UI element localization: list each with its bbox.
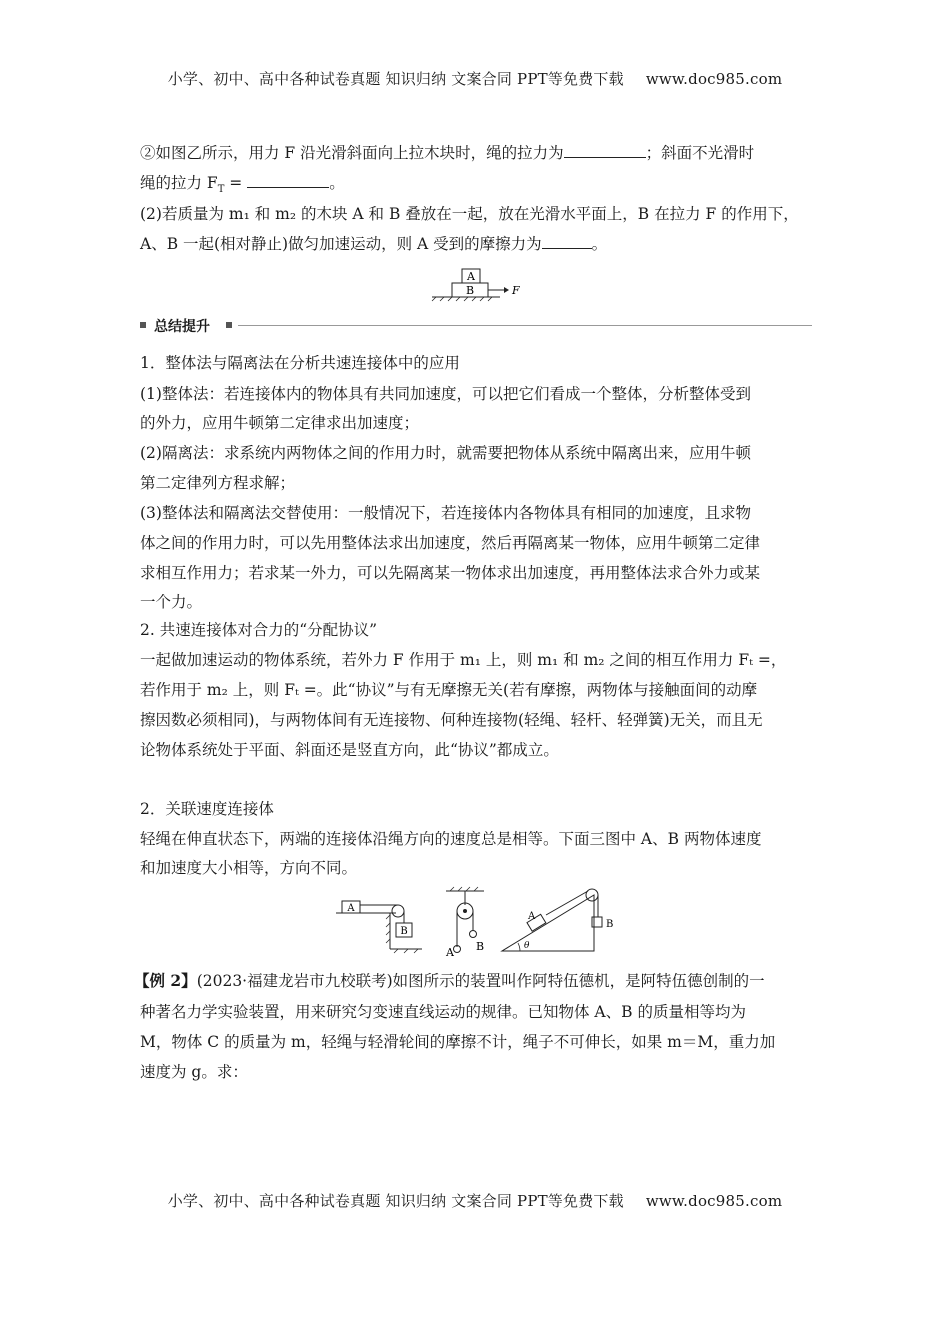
example-tag: 【例 2】: [134, 971, 197, 990]
label-a-2: A: [446, 946, 454, 957]
answer-blank-1: [564, 143, 646, 158]
s1-p2b: 第二定律列方程求解；: [140, 474, 296, 492]
s2-p4: 论物体系统处于平面、斜面还是竖直方向，此“协议”都成立。: [140, 741, 559, 759]
q3-line2: [140, 233, 607, 255]
label-a-1: A: [347, 903, 355, 914]
s1-p1b: 的外力，应用牛顿第二定律求出加速度；: [140, 414, 420, 432]
label-b-2: B: [475, 940, 485, 953]
force-label: F: [512, 284, 520, 297]
s2-heading: 2. 共速连接体对合力的“分配协议”: [140, 621, 378, 639]
s1-p3d: 一个力。: [140, 593, 203, 611]
example-line4: 速度为 g。求：: [140, 1063, 248, 1081]
example-text-1: (2023·福建龙岩市九校联考)如图所示的装置叫作阿特伍德机，是阿特伍德创制的一: [196, 972, 765, 990]
s2-p3: 擦因数必须相同)，与两物体间有无连接物、何种连接物(轻绳、轻杆、轻弹簧)无关，而且无: [140, 711, 763, 729]
block-b-label: B: [465, 284, 475, 297]
mass-b: [470, 931, 477, 938]
hanging-pulley-system: [445, 887, 484, 957]
pulley-3: [586, 889, 598, 901]
incline-pulley-system: [502, 889, 613, 951]
page-header: [0, 68, 950, 89]
block-a-label: A: [467, 270, 475, 283]
q2-text-4: =: [224, 174, 248, 192]
summary-rule: [238, 325, 812, 326]
table-pulley-system: [336, 901, 422, 953]
example-line1: [134, 970, 765, 992]
q2-text-3: 绳的拉力 F: [140, 174, 218, 192]
s1-p3c: 求相互作用力；若求某一外力，可以先隔离某一物体求出加速度，再用整体法求合外力或某: [140, 564, 761, 582]
incline: [502, 895, 594, 951]
s1-p3a: (3)整体法和隔离法交替使用：一般情况下，若连接体内各物体具有相同的加速度，且求物: [140, 504, 751, 522]
footer-site: www.doc985.com: [645, 1192, 783, 1210]
example-line3: M，物体 C 的质量为 m，轻绳与轻滑轮间的摩擦不计，绳子不可伸长，如果 m＝M，重力加: [140, 1033, 776, 1051]
s1-p2a: (2)隔离法：求系统内两物体之间的作用力时，就需要把物体从系统中隔离出来，应用牛顿: [140, 444, 751, 462]
answer-blank-2: [247, 173, 329, 188]
q2-text-2: ；斜面不光滑时: [645, 144, 755, 162]
s1-p1a: (1)整体法：若连接体内的物体具有共同加速度，可以把它们看成一个整体，分析整体受到: [140, 385, 751, 403]
label-b-3: B: [606, 919, 614, 930]
s3-heading: 2．关联速度连接体: [140, 800, 274, 818]
s3-p2: 和加速度大小相等，方向不同。: [140, 859, 358, 877]
s3-p1: 轻绳在伸直状态下，两端的连接体沿绳方向的速度总是相等。下面三图中 A、B 两物体速度: [140, 830, 762, 848]
angle-arc: [518, 943, 520, 951]
stacked-blocks-figure: [430, 267, 520, 303]
pulley-axle: [463, 909, 467, 913]
footer-text: 小学、初中、高中各种试卷真题 知识归纳 文案合同 PPT等免费下载: [167, 1192, 624, 1210]
q2-subscript: T: [217, 184, 225, 196]
theta-label: θ: [524, 941, 530, 951]
label-a-3: A: [528, 911, 536, 922]
summary-marker-left: [140, 322, 146, 328]
header-text: 小学、初中、高中各种试卷真题 知识归纳 文案合同 PPT等免费下载: [167, 70, 624, 88]
summary-marker-right: [226, 322, 232, 328]
ground-hatch: [432, 297, 492, 301]
header-site: www.doc985.com: [645, 70, 783, 88]
label-b-1: B: [400, 926, 408, 937]
summary-heading-bar: [140, 316, 812, 336]
page-footer: [0, 1190, 950, 1211]
s2-p1: 一起做加速运动的物体系统，若外力 F 作用于 m₁ 上，则 m₁ 和 m₂ 之间的相互作用力 Fₜ =，: [140, 651, 787, 669]
summary-title: 总结提升: [154, 319, 210, 335]
q2-line2: [140, 172, 345, 201]
answer-blank-3: [542, 234, 592, 249]
s1-heading: 1．整体法与隔离法在分析共速连接体中的应用: [140, 354, 460, 372]
s1-p3b: 体之间的作用力时，可以先用整体法求出加速度，然后再隔离某一物体，应用牛顿第二定律: [140, 534, 761, 552]
pulley-1: [392, 905, 404, 917]
q3-line1: (2)若质量为 m₁ 和 m₂ 的木块 A 和 B 叠放在一起，放在光滑水平面上，B 在拉力 F 的作用下，: [140, 205, 799, 223]
q2-line1: [140, 142, 754, 164]
pulley-figures: [334, 885, 624, 957]
example-line2: 种著名力学实验装置，用来研究匀变速直线运动的规律。已知物体 A、B 的质量相等均为: [140, 1003, 746, 1021]
force-arrowhead: [504, 287, 509, 293]
q3-text-2: 。: [591, 235, 608, 253]
q3-text-1: A、B 一起(相对静止)做匀加速运动，则 A 受到的摩擦力为: [140, 235, 542, 253]
q2-text-5: 。: [329, 174, 345, 192]
q2-text-1: ②如图乙所示，用力 F 沿光滑斜面向上拉木块时，绳的拉力为: [140, 144, 564, 162]
s2-p2: 若作用于 m₂ 上，则 Fₜ =。此“协议”与有无摩擦无关(若有摩擦，两物体与接触面间的动摩: [140, 681, 758, 699]
